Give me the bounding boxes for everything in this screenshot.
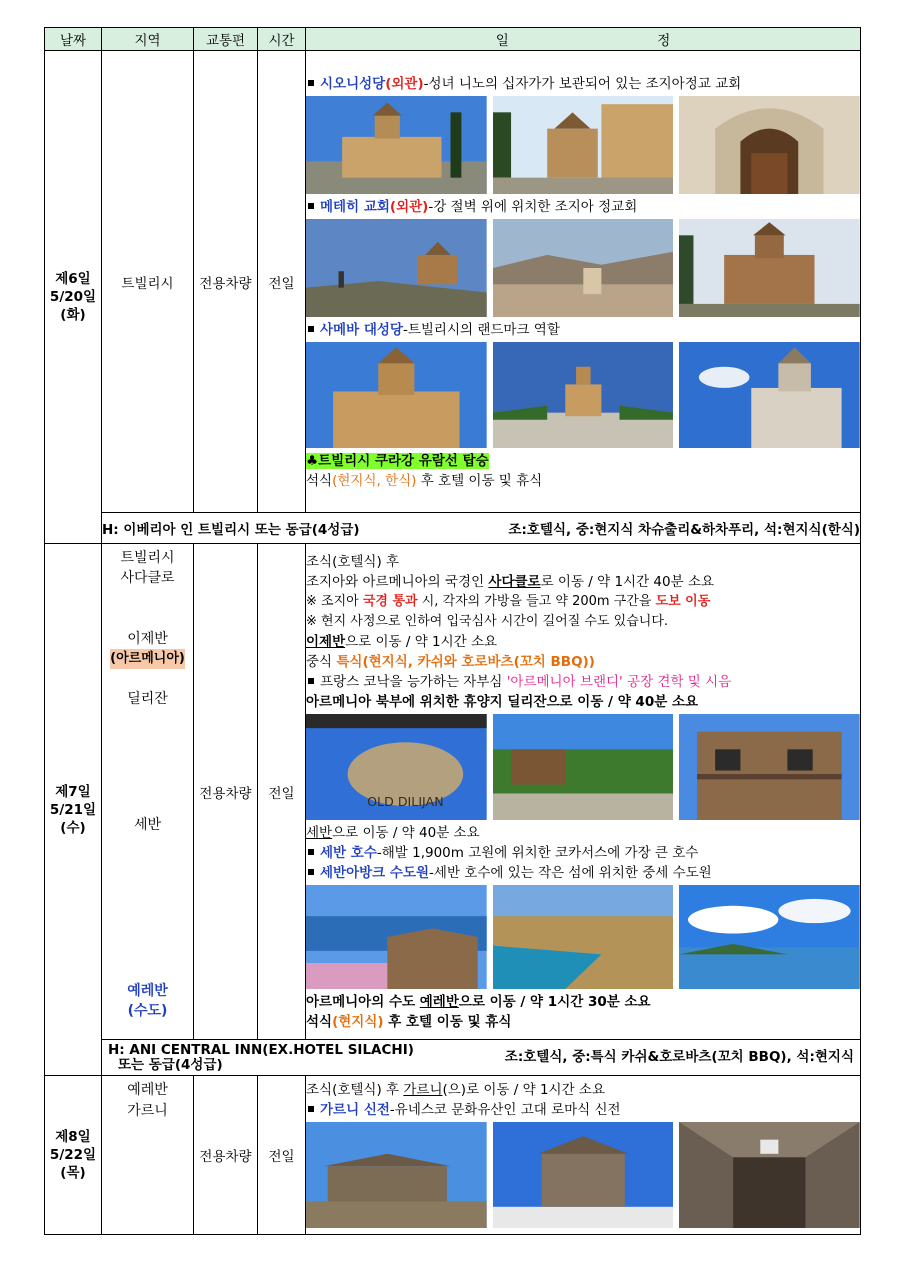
hotel-alt: 또는 동급(4성급) [118, 1056, 223, 1073]
lunch-line: 중식 특식(현지식, 카쉬와 호로바츠(꼬치 BBQ)) [306, 653, 595, 670]
church-photo [493, 96, 674, 194]
notice-line: ※ 현지 사정으로 인하여 입국심사 시간이 길어질 수도 있습니다. [306, 613, 669, 629]
temple-interior-photo [679, 1122, 860, 1228]
wooden-house-photo [679, 714, 860, 820]
schedule-line: 조식(호텔식) 후 [306, 553, 400, 570]
meals-info: 조:호텔식, 중:현지식 차슈출리&하차푸리, 석:현지식(한식) [508, 522, 860, 538]
lake-shore-photo [493, 885, 674, 989]
church-cliff-photo [306, 219, 487, 317]
day6-region: 트빌리시 [102, 51, 194, 513]
schedule-item: 세반아방크 수도원-세반 호수에 있는 작은 섬에 위치한 중세 수도원 [306, 863, 860, 883]
temple-photo [306, 1122, 487, 1228]
cruise-item [306, 451, 860, 471]
photo-row-sameba [306, 342, 860, 448]
region-label: 세반 [133, 817, 162, 833]
cruise-highlight: ♣트빌리시 쿠라강 유람선 탑승 [306, 453, 489, 469]
date-label: 5/21일 [49, 801, 97, 818]
schedule-line: 조지아와 아르메니아의 국경인 사다클로로 이동 / 약 1시간 40분 소요 [306, 573, 715, 590]
photo-row-metekhi [306, 219, 860, 317]
day7-transport: 전용차량 [194, 544, 258, 1040]
church-photo [679, 219, 860, 317]
photo-row-garni [306, 1122, 860, 1228]
day8-time: 전일 [258, 1076, 306, 1235]
day8-transport: 전용차량 [194, 1076, 258, 1235]
bullet-icon [308, 869, 314, 875]
day6-hotel-row [45, 513, 861, 544]
day8-schedule [306, 1076, 861, 1235]
day6-row [45, 51, 861, 513]
bullet-icon [308, 678, 314, 684]
region-label: 사다클로 [120, 570, 175, 586]
day8-date-cell [45, 1076, 102, 1235]
photo-row-sevan [306, 885, 860, 989]
bullet-icon [308, 203, 314, 209]
day7-hotel-row [45, 1040, 861, 1076]
church-door-photo [679, 96, 860, 194]
cathedral-photo [493, 342, 674, 448]
dinner-item: 석식(현지식, 한식) 후 호텔 이동 및 휴식 [306, 473, 543, 489]
lake-monastery-photo [306, 885, 487, 989]
lake-panorama-photo [679, 885, 860, 989]
church-photo [306, 96, 487, 194]
bullet-icon [308, 1106, 314, 1112]
photo-row-dilijan [306, 714, 860, 820]
day7-regions [102, 544, 194, 1040]
city-view-photo [493, 219, 674, 317]
hotel-name: H: 이베리아 인 트빌리시 또는 동급(4성급) [102, 522, 360, 538]
day-label: 제6일 [55, 271, 91, 287]
header-date: 날짜 [45, 28, 102, 51]
day8-row [45, 1076, 861, 1235]
svg-text:OLD DILIJAN: OLD DILIJAN [367, 793, 444, 809]
weekday-label: (화) [60, 307, 86, 323]
header-region: 지역 [102, 28, 194, 51]
bullet-icon [308, 849, 314, 855]
meals-info: 조:호텔식, 중:특식 카쉬&호로바츠(꼬치 BBQ), 석:현지식 [504, 1048, 854, 1065]
header-transport: 교통편 [194, 28, 258, 51]
region-label: (아르메니아) [110, 649, 185, 669]
cathedral-photo [306, 342, 487, 448]
schedule-item: 가르니 신전-유네스코 문화유산인 고대 로마식 신전 [306, 1100, 860, 1120]
schedule-line: 세반으로 이동 / 약 40분 소요 [306, 824, 480, 841]
day7-hotel [102, 1040, 861, 1076]
dilijan-sign-photo [306, 714, 487, 820]
hotel-name: H: ANI CENTRAL INN(EX.HOTEL SILACHI) [108, 1041, 414, 1058]
header-schedule: 일 정 [306, 28, 861, 51]
itinerary-table [44, 27, 861, 1235]
date-label: 5/20일 [49, 289, 97, 305]
schedule-line: 조식(호텔식) 후 가르니(으)로 이동 / 약 1시간 소요 [306, 1081, 605, 1098]
village-photo [493, 714, 674, 820]
day6-hotel [102, 513, 861, 544]
schedule-item: 시오니성당(외관)-성녀 니노의 십자가가 보관되어 있는 조지아정교 교회 [306, 74, 860, 94]
brandy-line: 프랑스 코낙을 능가하는 자부심 '아르메니아 브랜디' 공장 견학 및 시음 [306, 672, 860, 692]
temple-photo [493, 1122, 674, 1228]
day-label: 제8일 [55, 1129, 91, 1145]
region-label: 예레반 [127, 983, 168, 999]
day6-date-cell [45, 51, 102, 544]
schedule-line: 아르메니아의 수도 예레반으로 이동 / 약 1시간 30분 소요 [306, 993, 651, 1010]
bullet-icon [308, 80, 314, 86]
day7-row [45, 544, 861, 1040]
day8-regions [102, 1076, 194, 1235]
weekday-label: (목) [60, 1165, 86, 1181]
schedule-line: 아르메니아 북부에 위치한 휴양지 딜리잔으로 이동 / 약 40분 소요 [306, 693, 699, 710]
region-label: (수도) [127, 1003, 168, 1019]
cathedral-photo [679, 342, 860, 448]
region-label: 이제반 [127, 631, 168, 647]
day-label: 제7일 [55, 783, 91, 800]
header-row [45, 28, 861, 51]
day7-time: 전일 [258, 544, 306, 1040]
region-label: 트빌리시 [120, 550, 175, 566]
schedule-item: 메테히 교회(외관)-강 절벽 위에 위치한 조지아 정교회 [306, 197, 860, 217]
day6-transport: 전용차량 [194, 51, 258, 513]
day6-schedule [306, 51, 861, 513]
date-label: 5/22일 [49, 1147, 97, 1163]
region-label: 예레반 [127, 1082, 168, 1098]
schedule-item: 사메바 대성당-트빌리시의 랜드마크 역할 [306, 320, 860, 340]
region-label: 딜리잔 [127, 691, 168, 707]
photo-row-sioni [306, 96, 860, 194]
day7-schedule [306, 544, 861, 1040]
weekday-label: (수) [60, 819, 86, 836]
region-label: 가르니 [127, 1103, 168, 1119]
day6-time: 전일 [258, 51, 306, 513]
schedule-item: 세반 호수-해발 1,900m 고원에 위치한 코카서스에 가장 큰 호수 [306, 843, 860, 863]
notice-line: ※ 조지아 국경 통과 시, 각자의 가방을 들고 약 200m 구간을 도보 이동 [306, 593, 711, 609]
schedule-line: 이제반으로 이동 / 약 1시간 소요 [306, 633, 498, 650]
header-time: 시간 [258, 28, 306, 51]
bullet-icon [308, 326, 314, 332]
day7-date-cell [45, 544, 102, 1076]
dinner-item: 석식(현지식) 후 호텔 이동 및 휴식 [306, 1013, 512, 1030]
